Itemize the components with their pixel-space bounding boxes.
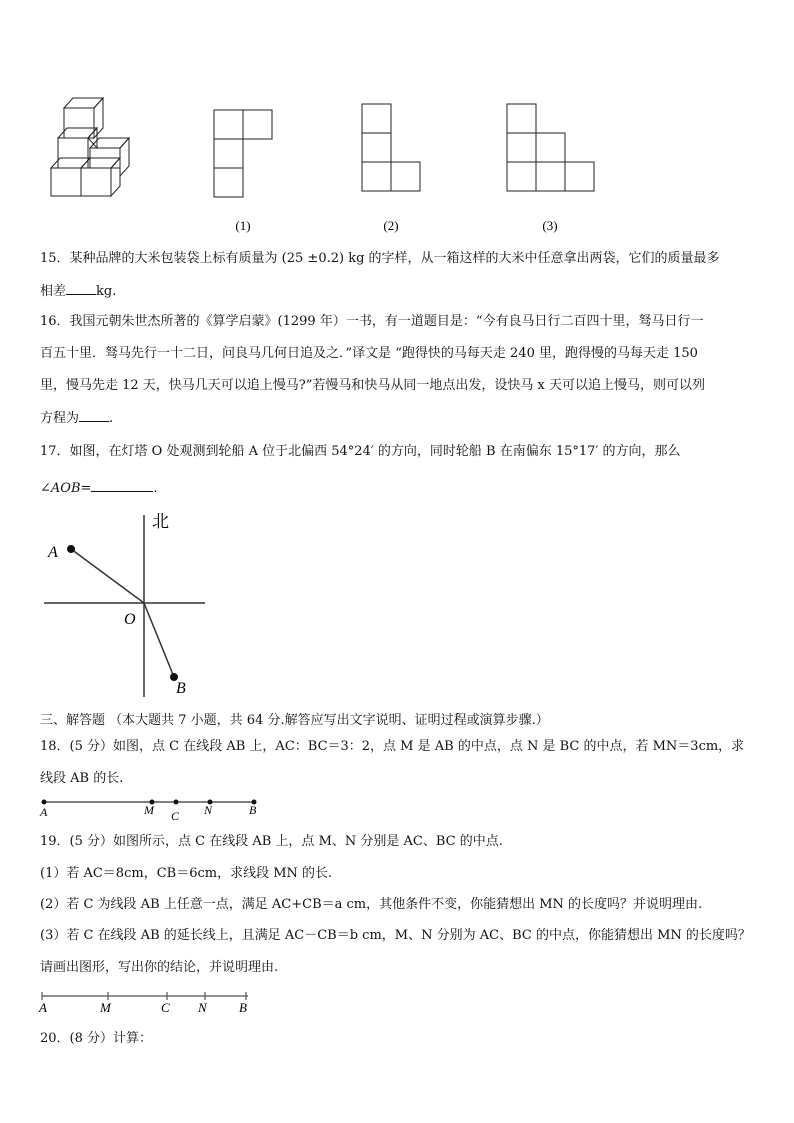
q17-line2-suffix: . <box>153 481 158 496</box>
q16-line1: 16．我国元朝朱世杰所著的《算学启蒙》(1299 年）一书，有一道题目是：“今有良马日行二百四十里，驽马日行一 <box>40 314 704 329</box>
q19-part2: (2）若 C 为线段 AB 上任意一点，满足 AC+CB＝a cm，其他条件不变，你能猜想出 MN 的长度吗？并说明理由. <box>40 897 703 912</box>
q19-line1: 19．(5 分）如图所示，点 C 在线段 AB 上，点 M、N 分别是 AC、BC 的中点. <box>40 834 503 849</box>
cube-stack-figure <box>51 98 129 196</box>
q17-angle-label: ∠AOB= <box>40 481 92 496</box>
q19-part1: (1）若 AC＝8cm，CB＝6cm，求线段 MN 的长. <box>40 866 333 881</box>
ray-OA <box>71 549 144 603</box>
label-A: A <box>39 1000 47 1015</box>
q18-line1: 18．(5 分）如图，点 C 在线段 AB 上，AC：BC＝3：2，点 M 是 AB 的中点，点 N 是 BC 的中点，若 MN＝3cm，求 <box>40 739 745 754</box>
q15-line2-prefix: 相差 <box>40 284 67 299</box>
answer-blank <box>79 409 109 422</box>
ray-OB <box>144 603 174 677</box>
answer-blank <box>66 282 96 295</box>
q19-part3-a: (3）若 C 在线段 AB 的延长线上，且满足 AC－CB＝b cm，M、N 分别为 AC、BC 的中点，你能猜想出 MN 的长度吗？ <box>40 928 751 943</box>
label-C: C <box>171 809 180 822</box>
q15-line2-suffix: kg. <box>96 284 117 299</box>
label-M: M <box>100 1000 111 1015</box>
label-B: B <box>249 803 257 817</box>
north-label: 北 <box>152 512 169 531</box>
q20-line1: 20．(8 分）计算： <box>40 1031 153 1046</box>
label-B: B <box>176 680 186 697</box>
view-3 <box>507 104 594 191</box>
q18-line2: 线段 AB 的长. <box>40 771 124 786</box>
label-N: N <box>204 803 213 817</box>
q19-segment-figure <box>36 990 256 1016</box>
caption-1: (1) <box>235 218 251 233</box>
q15-line2 <box>40 282 116 301</box>
q17-line1: 17．如图，在灯塔 O 处观测到轮船 A 位于北偏西 54°24′ 的方向，同时轮船 B 在南偏东 15°17′ 的方向，那么 <box>40 444 681 459</box>
label-O: O <box>124 611 136 628</box>
q18-segment-figure <box>36 796 266 822</box>
answer-blank <box>91 479 153 492</box>
label-A: A <box>48 544 58 561</box>
label-M: M <box>144 803 154 817</box>
view-1 <box>214 110 272 197</box>
q16-line2: 百五十里．驽马先行一十二日，问良马几何日追及之．”译文是 “跑得快的马每天走 240 里，跑得慢的马每天走 150 <box>40 346 698 361</box>
view-2 <box>362 104 420 191</box>
caption-2: (2) <box>383 218 399 233</box>
q16-line4-suffix: . <box>109 411 114 426</box>
q17-compass-figure <box>40 505 220 700</box>
label-A: A <box>40 805 48 819</box>
point-A <box>67 545 75 553</box>
label-N: N <box>198 1000 207 1015</box>
q14-figure <box>40 90 620 240</box>
section-3-heading: 三、解答题 （本大题共 7 小题，共 64 分.解答应写出文字说明、证明过程或演算步骤.） <box>40 713 549 728</box>
label-C: C <box>161 1000 170 1015</box>
caption-3: (3) <box>542 218 558 233</box>
q15-line1: 15．某种品牌的大米包装袋上标有质量为 (25 ±0.2) kg 的字样，从一箱这样的大米中任意拿出两袋，它们的质量最多 <box>40 251 720 266</box>
q17-line2 <box>40 479 158 498</box>
label-B: B <box>239 1000 247 1015</box>
q19-part3-b: 请画出图形，写出你的结论，并说明理由. <box>40 960 279 975</box>
q16-line3: 里，慢马先走 12 天，快马几天可以追上慢马?”若慢马和快马从同一地点出发，设快马 x 天可以追上慢马，则可以列 <box>40 378 706 393</box>
q16-line4-prefix: 方程为 <box>40 411 80 426</box>
q16-line4 <box>40 409 113 428</box>
